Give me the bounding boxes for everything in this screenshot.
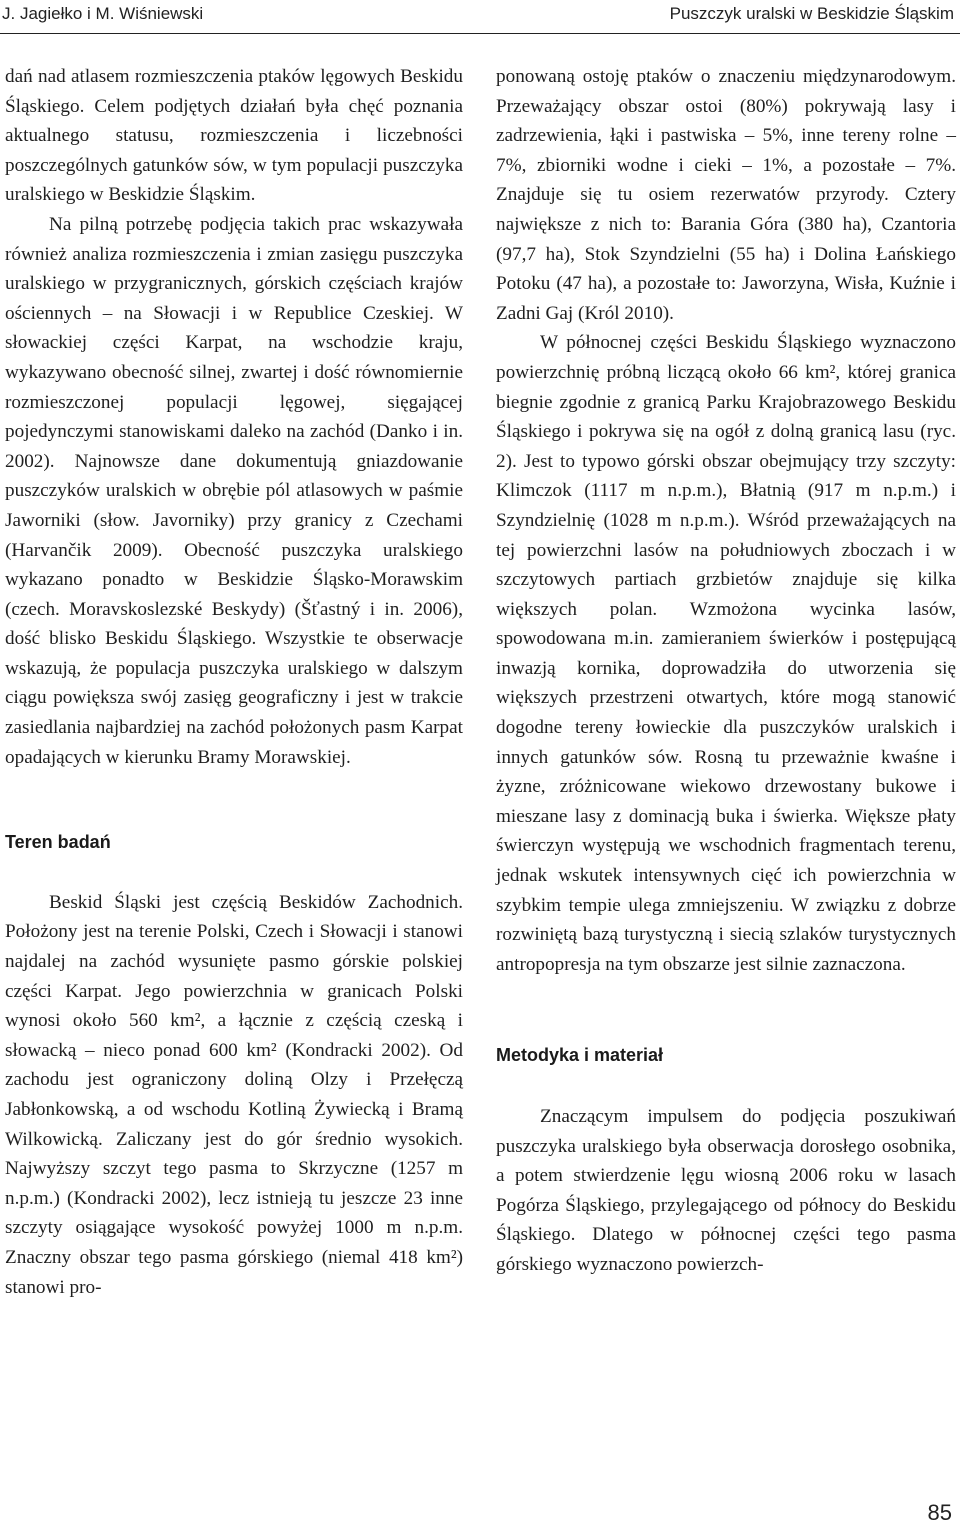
right-paragraph-1: ponowaną ostoję ptaków o znaczeniu międzynarodowym. Przeważający obszar ostoi (80%) pokrywają lasy i zadrzewienia, łąki i pastwiska – 5%, inne tereny rolne – 7%, zbiorniki wodne i cieki – 1%, a pozostałe – 7%. Znajduje się tu osiem rezerwatów przyrody. Cztery największe z nich to: Barania Góra (380 ha), Czantoria (97,7 ha), Stok Szyndzielni (55 ha) i Dolina Łańskiego Potoku (47 ha), a pozostałe to: Jaworzyna, Wisła, Kuźnie i Zadni Gaj (Król 2010). xyxy=(496,66,956,324)
header-article-title: Puszczyk uralski w Beskidzie Śląskim xyxy=(669,4,954,23)
page-number: 85 xyxy=(927,1500,952,1525)
header-rule xyxy=(0,33,960,34)
section-heading-study-area: Teren badań xyxy=(5,832,111,853)
right-column xyxy=(496,62,956,1280)
left-paragraph-1: dań nad atlasem rozmieszczenia ptaków lęgowych Beskidu Śląskiego. Celem podjętych działań była chęć poznania aktualnego statusu, rozmieszczenia i liczebności poszczególnych gatunków sów, w tym populacji puszczyka uralskiego w Beskidzie Śląskim. xyxy=(5,66,463,206)
left-column xyxy=(5,62,463,1302)
section-heading-methods: Metodyka i materiał xyxy=(496,1045,664,1066)
right-paragraph-2: W północnej części Beskidu Śląskiego wyznaczono powierzchnię próbną liczącą około 66 km², której granica biegnie zgodnie z granicą Parku Krajobrazowego Beskidu Śląskiego i pokrywa się na ogół z dolną granicą lasu (ryc. 2). Jest to typowo górski obszar obejmujący trzy szczyty: Klimczok (1117 m n.p.m.), Błatnią (917 m n.p.m.) i Szyndzielnię (1028 m n.p.m.). Wśród przeważających na tej powierzchni lasów na południowych zboczach i w szczytowych partiach grzbietów znajduje się kilka większych polan. Wzmożona wycinka lasów, spowodowana m.in. zamieraniem świerków i postępującą inwazją kornika, doprowadziła do utworzenia się większych przestrzeni otwartych, które mogą stanowić dogodne tereny łowieckie dla puszczyków uralskich i innych gatunków sów. Rosną tu przeważnie kwaśne i żyzne, zróżnicowane wiekowo drzewostany bukowe i mieszane lasy z dominacją buka i świerka. Większe płaty świerczyn występują we wschodnich fragmentach terenu, jednak wskutek intensywnych cięć ich powierzchnia w szybkim tempie ulega zmniejszeniu. W związku z dobrze rozwiniętą bazą turystyczną i siecią szlaków turystycznych antropopresja na tym obszarze jest silnie zaznaczona. xyxy=(496,332,956,975)
left-paragraph-2: Na pilną potrzebę podjęcia takich prac wskazywała również analiza rozmieszczenia i zmian zasięgu puszczyka uralskiego w przygranicznych, górskich częściach krajów ościennych – na Słowacji i w Republice Czeskiej. W słowackiej części Karpat, na wschodzie kraju, wykazywano obecność silnej, zwartej i dość równomiernie rozmieszczonej populacji lęgowej, sięgającej pojedynczymi stanowiskami daleko na zachód (Danko i in. 2002). Najnowsze dane dokumentują gniazdowanie puszczyków uralskich w obrębie pól atlasowych w paśmie Jaworniki (słow. Javorniky) przy granicy z Czechami (Harvančik 2009). Obecność puszczyka uralskiego wykazano ponadto w Beskidzie Śląsko-Morawskim (czech. Moravskoslezské Beskydy) (Šťastný i in. 2006), dość blisko Beskidu Śląskiego. Wszystkie te obserwacje wskazują, że populacja puszczyka uralskiego w dalszym ciągu powiększa swój zasięg geograficzny i jest w trakcie zasiedlania najbardziej na zachód położonych pasm Karpat opadających w kierunku Bramy Morawskiej. xyxy=(5,213,463,768)
right-paragraph-3: Znaczącym impulsem do podjęcia poszukiwań puszczyka uralskiego była obserwacja dorosłego osobnika, a potem stwierdzenie lęgu wiosną 2006 roku w lasach Pogórza Śląskiego, przylegającego od północy do Beskidu Śląskiego. Dlatego w północnej części tego pasma górskiego wyznaczono powierzch- xyxy=(496,1106,956,1275)
left-paragraph-3: Beskid Śląski jest częścią Beskidów Zachodnich. Położony jest na terenie Polski, Czech i Słowacji i stanowi najdalej na zachód wysunięte pasmo górskie polskiej części Karpat. Jego powierzchnia w granicach Polski wynosi około 560 km², a łącznie z częścią czeską i słowacką – nieco ponad 600 km² (Kondracki 2002). Od zachodu jest ograniczony doliną Olzy i Przełęczą Jabłonkowską, a od wschodu Kotliną Żywiecką i Bramą Wilkowicką. Zaliczany jest do gór średnio wysokich. Najwyższy szczyt tego pasma to Skrzyczne (1257 m n.p.m.) (Kondracki 2002), lecz istnieją tu jeszcze 23 inne szczyty osiągające wysokość powyżej 1000 m n.p.m. Znaczny obszar tego pasma górskiego (niemal 418 km²) stanowi pro- xyxy=(5,891,463,1298)
running-head xyxy=(0,0,960,32)
header-authors: J. Jagiełko i M. Wiśniewski xyxy=(2,4,204,23)
